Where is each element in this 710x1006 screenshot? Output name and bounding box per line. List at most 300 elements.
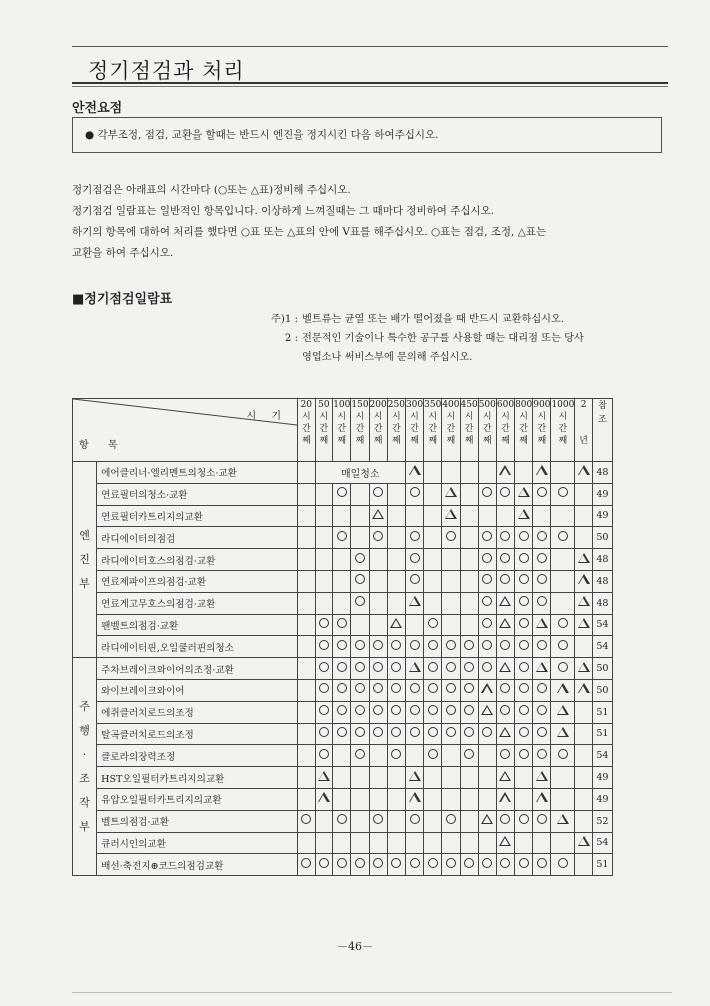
check-cell — [351, 701, 369, 723]
header-time: 시 기 — [246, 411, 287, 422]
circle-mark-icon — [482, 553, 492, 563]
group-char: 행 — [79, 723, 90, 737]
triangle-mark-icon — [578, 465, 590, 475]
interval-unit: 시 — [446, 412, 456, 422]
interval-unit: 째 — [355, 436, 365, 446]
triangle-mark-icon — [518, 509, 530, 519]
circle-mark-icon — [391, 662, 401, 672]
check-cell — [460, 854, 478, 876]
empty-cell — [478, 505, 496, 527]
heading-rule-thin — [72, 86, 668, 87]
item-label: 라디에이터의점검 — [97, 527, 298, 549]
circle-mark-icon — [410, 553, 420, 563]
ref-page: 49 — [592, 505, 612, 527]
interval-unit: 째 — [337, 436, 347, 446]
empty-cell — [551, 505, 575, 527]
table-row — [73, 570, 613, 592]
paragraph-line: 하기의 항목에 대하여 처리를 했다면 ○표 또는 △표의 안에 V표를 해주십시오. ○표는 점검, 조정, △표는 — [72, 226, 547, 238]
check-cell — [533, 527, 551, 549]
empty-cell — [333, 767, 351, 789]
empty-cell — [442, 570, 460, 592]
ref-header-label: 참조 — [598, 401, 607, 425]
empty-cell — [575, 636, 593, 658]
empty-cell — [351, 614, 369, 636]
ref-page: 54 — [592, 745, 612, 767]
interval-num: 900 — [533, 400, 551, 410]
table-row — [73, 767, 613, 789]
empty-cell — [351, 788, 369, 810]
replace-cell — [405, 767, 423, 789]
circle-mark-icon — [373, 487, 383, 497]
empty-cell — [333, 745, 351, 767]
circle-mark-icon — [537, 727, 547, 737]
empty-cell — [351, 810, 369, 832]
empty-cell — [551, 549, 575, 571]
item-label: 라디에이터핀,오일쿨러핀의청소 — [97, 636, 298, 658]
replace-cell — [496, 614, 514, 636]
triangle-mark-icon — [536, 771, 548, 781]
empty-cell — [442, 832, 460, 854]
circle-mark-icon — [410, 814, 420, 824]
interval-num: 500 — [478, 400, 496, 410]
check-cell — [405, 549, 423, 571]
table-row — [73, 549, 613, 571]
circle-mark-icon — [482, 574, 492, 584]
circle-mark-icon — [337, 705, 347, 715]
check-cell — [424, 658, 442, 680]
check-cell — [442, 810, 460, 832]
replace-cell — [496, 832, 514, 854]
replace-cell — [405, 788, 423, 810]
group-char: 작 — [79, 795, 90, 809]
note-text: 전문적인 기술이나 특수한 공구를 사용할 때는 대리점 또는 당사 — [302, 333, 584, 344]
item-label: 연료필터의청소·교환 — [97, 483, 298, 505]
interval-unit: 시 — [391, 412, 401, 422]
circle-mark-icon — [519, 683, 529, 693]
interval-unit: 간 — [446, 424, 456, 434]
empty-cell — [387, 592, 405, 614]
check-cell — [298, 854, 316, 876]
circle-mark-icon — [482, 596, 492, 606]
interval-unit: 시 — [501, 412, 510, 422]
interval-unit: 시 — [373, 412, 383, 422]
interval-unit: 간 — [337, 424, 347, 434]
empty-cell — [533, 832, 551, 854]
check-cell — [369, 810, 387, 832]
check-cell — [551, 527, 575, 549]
circle-mark-icon — [428, 683, 438, 693]
empty-cell — [333, 832, 351, 854]
table-row — [73, 636, 613, 658]
header-item: 항 목 — [79, 440, 126, 451]
circle-mark-icon — [319, 858, 329, 868]
interval-unit: 간 — [355, 424, 365, 434]
circle-mark-icon — [319, 662, 329, 672]
empty-cell — [460, 832, 478, 854]
circle-mark-icon — [373, 858, 383, 868]
replace-cell — [575, 679, 593, 701]
ref-page: 48 — [592, 549, 612, 571]
check-cell — [515, 810, 533, 832]
table-row — [73, 658, 613, 680]
check-cell — [369, 701, 387, 723]
interval-unit: 간 — [319, 424, 329, 434]
table-row — [73, 788, 613, 810]
interval-unit: 간 — [301, 424, 311, 434]
inspection-table — [72, 398, 613, 876]
section-title: ■정기점검일람표 — [72, 292, 173, 307]
paragraph-line: 정기점검 일람표는 일반적인 항목입니다. 이상하게 느껴질때는 그 때마다 정비하여 주십시오. — [72, 205, 495, 217]
circle-mark-icon — [519, 618, 529, 628]
check-cell — [515, 592, 533, 614]
safety-note: ● 각부조정, 점검, 교환을 할때는 반드시 엔진을 정지시킨 다음 하여주십시오. — [85, 129, 439, 141]
circle-mark-icon — [537, 705, 547, 715]
circle-mark-icon — [355, 640, 365, 650]
triangle-mark-icon — [557, 727, 569, 737]
circle-mark-icon — [464, 662, 474, 672]
circle-mark-icon — [537, 749, 547, 759]
check-cell — [333, 614, 351, 636]
replace-cell — [405, 592, 423, 614]
triangle-mark-icon — [445, 509, 457, 519]
interval-unit — [575, 423, 592, 435]
interval-unit: 시 — [319, 412, 329, 422]
check-cell — [496, 745, 514, 767]
check-cell — [424, 723, 442, 745]
circle-mark-icon — [319, 683, 329, 693]
circle-mark-icon — [373, 531, 383, 541]
circle-mark-icon — [355, 683, 365, 693]
empty-cell — [387, 527, 405, 549]
check-cell — [387, 723, 405, 745]
check-cell — [369, 527, 387, 549]
circle-mark-icon — [337, 662, 347, 672]
check-cell — [351, 636, 369, 658]
note-label — [258, 348, 302, 367]
check-cell — [442, 658, 460, 680]
empty-cell — [315, 549, 333, 571]
paragraph-line: 정기점검은 아래표의 시간마다 (○또는 △표)정비해 주십시오. — [72, 184, 351, 196]
check-cell — [442, 527, 460, 549]
check-cell — [515, 854, 533, 876]
check-cell — [315, 854, 333, 876]
empty-cell — [460, 767, 478, 789]
interval-unit: 간 — [373, 424, 383, 434]
interval-unit: 간 — [428, 424, 438, 434]
replace-cell — [496, 767, 514, 789]
group-label — [73, 658, 97, 876]
circle-mark-icon — [446, 705, 456, 715]
check-cell — [405, 723, 423, 745]
empty-cell — [460, 614, 478, 636]
replace-cell — [496, 723, 514, 745]
item-label: 팬벨트의점검·교환 — [97, 614, 298, 636]
empty-cell — [496, 505, 514, 527]
circle-mark-icon — [537, 683, 547, 693]
empty-cell — [387, 810, 405, 832]
empty-cell — [424, 483, 442, 505]
table-row — [73, 810, 613, 832]
interval-unit: 시 — [558, 412, 568, 422]
ref-page: 48 — [592, 570, 612, 592]
empty-cell — [575, 745, 593, 767]
circle-mark-icon — [337, 858, 347, 868]
empty-cell — [460, 570, 478, 592]
check-cell — [315, 723, 333, 745]
paragraph-line: 교환을 하여 주십시오. — [72, 247, 174, 259]
empty-cell — [424, 527, 442, 549]
triangle-mark-icon — [409, 792, 421, 802]
check-cell — [387, 658, 405, 680]
table-row — [73, 832, 613, 854]
triangle-mark-icon — [318, 771, 330, 781]
empty-cell — [315, 570, 333, 592]
interval-num: 250 — [387, 400, 405, 410]
check-cell — [333, 679, 351, 701]
circle-mark-icon — [519, 727, 529, 737]
empty-cell — [478, 788, 496, 810]
check-cell — [333, 810, 351, 832]
circle-mark-icon — [446, 727, 456, 737]
replace-cell — [575, 658, 593, 680]
bottom-rule — [72, 992, 672, 993]
interval-unit: 째 — [464, 436, 474, 446]
check-cell — [333, 483, 351, 505]
interval-unit: 간 — [410, 424, 419, 434]
triangle-mark-icon — [445, 487, 457, 497]
triangle-mark-icon — [536, 465, 548, 475]
empty-cell — [424, 570, 442, 592]
empty-cell — [369, 767, 387, 789]
empty-cell — [424, 832, 442, 854]
check-cell — [387, 679, 405, 701]
circle-mark-icon — [391, 705, 401, 715]
interval-unit: 시 — [337, 412, 347, 422]
check-cell — [351, 592, 369, 614]
check-cell — [551, 745, 575, 767]
check-cell — [515, 549, 533, 571]
empty-cell — [298, 679, 316, 701]
check-cell — [351, 570, 369, 592]
empty-cell — [333, 788, 351, 810]
ref-page: 49 — [592, 767, 612, 789]
circle-mark-icon — [355, 662, 365, 672]
circle-mark-icon — [558, 531, 568, 541]
circle-mark-icon — [537, 487, 547, 497]
empty-cell — [575, 767, 593, 789]
check-cell — [369, 483, 387, 505]
group-char: 부 — [79, 819, 90, 833]
check-cell — [333, 636, 351, 658]
check-cell — [405, 527, 423, 549]
triangle-mark-icon — [499, 771, 511, 781]
table-row — [73, 527, 613, 549]
empty-cell — [315, 832, 333, 854]
interval-unit — [575, 411, 592, 423]
interval-unit: 간 — [464, 424, 474, 434]
check-cell — [460, 745, 478, 767]
empty-cell — [298, 505, 316, 527]
table-row — [73, 745, 613, 767]
item-label: 연료게고무호스의점검·교환 — [97, 592, 298, 614]
group-char: 조 — [79, 771, 90, 785]
circle-mark-icon — [428, 705, 438, 715]
triangle-mark-icon — [578, 662, 590, 672]
check-cell — [351, 658, 369, 680]
check-cell — [478, 723, 496, 745]
circle-mark-icon — [500, 749, 510, 759]
table-row — [73, 592, 613, 614]
replace-cell — [369, 505, 387, 527]
interval-unit: 시 — [519, 412, 528, 422]
empty-cell — [515, 788, 533, 810]
empty-cell — [387, 767, 405, 789]
intro-paragraph — [72, 180, 666, 264]
item-label: 연료필터카트리지의교환 — [97, 505, 298, 527]
empty-cell — [387, 788, 405, 810]
ref-page: 54 — [592, 614, 612, 636]
replace-cell — [405, 462, 423, 484]
empty-cell — [405, 505, 423, 527]
replace-cell — [551, 810, 575, 832]
check-cell — [351, 679, 369, 701]
circle-mark-icon — [500, 487, 510, 497]
heading-rule — [72, 82, 668, 84]
replace-cell — [442, 483, 460, 505]
replace-cell — [533, 788, 551, 810]
circle-mark-icon — [319, 618, 329, 628]
triangle-mark-icon — [409, 771, 421, 781]
check-cell — [478, 570, 496, 592]
table-row — [73, 701, 613, 723]
interval-header — [460, 399, 478, 462]
replace-cell — [533, 767, 551, 789]
empty-cell — [369, 570, 387, 592]
group-label — [73, 462, 97, 658]
check-cell — [515, 723, 533, 745]
check-cell — [333, 701, 351, 723]
check-cell — [424, 614, 442, 636]
note-3 — [258, 348, 668, 367]
empty-cell — [298, 658, 316, 680]
empty-cell — [424, 549, 442, 571]
circle-mark-icon — [558, 487, 568, 497]
circle-mark-icon — [319, 640, 329, 650]
check-cell — [551, 854, 575, 876]
interval-unit: 째 — [537, 436, 547, 446]
circle-mark-icon — [500, 705, 510, 715]
triangle-mark-icon — [578, 683, 590, 693]
circle-mark-icon — [319, 749, 329, 759]
replace-cell — [315, 767, 333, 789]
note-label: 주)1 : — [271, 314, 298, 325]
check-cell — [351, 745, 369, 767]
check-cell — [515, 614, 533, 636]
replace-cell — [575, 549, 593, 571]
empty-cell — [575, 854, 593, 876]
check-cell — [478, 636, 496, 658]
check-cell — [333, 723, 351, 745]
empty-cell — [424, 788, 442, 810]
check-cell — [460, 636, 478, 658]
empty-cell — [460, 462, 478, 484]
check-cell — [496, 854, 514, 876]
item-label: 라디에이터호스의점검·교환 — [97, 549, 298, 571]
interval-unit: 째 — [319, 436, 329, 446]
circle-mark-icon — [519, 553, 529, 563]
circle-mark-icon — [482, 662, 492, 672]
check-cell — [369, 679, 387, 701]
interval-unit: 째 — [482, 436, 492, 446]
circle-mark-icon — [558, 662, 568, 672]
check-cell — [460, 723, 478, 745]
interval-unit: 간 — [391, 424, 401, 434]
replace-cell — [551, 701, 575, 723]
empty-cell — [442, 745, 460, 767]
check-cell — [369, 854, 387, 876]
empty-cell — [351, 505, 369, 527]
triangle-mark-icon — [481, 705, 493, 715]
item-label: 에어클리너·엘리멘트의청소·교환 — [97, 462, 298, 484]
item-label: 배선·축전지⊕코드의점검교환 — [97, 854, 298, 876]
empty-cell — [298, 788, 316, 810]
interval-header — [387, 399, 405, 462]
empty-cell — [442, 549, 460, 571]
check-cell — [405, 636, 423, 658]
interval-unit: 째 — [410, 436, 419, 446]
check-cell — [496, 570, 514, 592]
circle-mark-icon — [391, 727, 401, 737]
check-cell — [533, 483, 551, 505]
circle-mark-icon — [337, 487, 347, 497]
item-label: 벨트의점검·교환 — [97, 810, 298, 832]
check-cell — [551, 636, 575, 658]
triangle-mark-icon — [499, 596, 511, 606]
empty-cell — [315, 592, 333, 614]
circle-mark-icon — [558, 858, 568, 868]
empty-cell — [298, 723, 316, 745]
check-cell — [387, 701, 405, 723]
circle-mark-icon — [500, 683, 510, 693]
replace-cell — [575, 570, 593, 592]
empty-cell — [424, 462, 442, 484]
check-cell — [424, 745, 442, 767]
check-cell — [515, 701, 533, 723]
empty-cell — [460, 527, 478, 549]
empty-cell — [369, 592, 387, 614]
circle-mark-icon — [337, 814, 347, 824]
replace-cell — [575, 592, 593, 614]
check-cell — [405, 483, 423, 505]
check-cell — [478, 483, 496, 505]
check-cell — [315, 745, 333, 767]
circle-mark-icon — [355, 705, 365, 715]
check-cell — [496, 636, 514, 658]
empty-cell — [369, 549, 387, 571]
interval-num: 300 — [405, 400, 424, 410]
item-label: 탈곡클러치로드의조정 — [97, 723, 298, 745]
check-cell — [369, 658, 387, 680]
ref-page: 51 — [592, 701, 612, 723]
empty-cell — [387, 549, 405, 571]
group-char: 엔 — [79, 528, 90, 542]
circle-mark-icon — [446, 640, 456, 650]
empty-cell — [515, 767, 533, 789]
circle-mark-icon — [537, 640, 547, 650]
circle-mark-icon — [410, 705, 420, 715]
empty-cell — [315, 527, 333, 549]
circle-mark-icon — [500, 858, 510, 868]
